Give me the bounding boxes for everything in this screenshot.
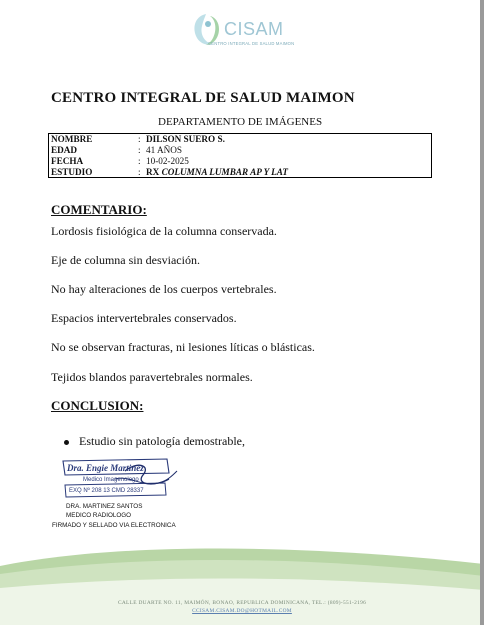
page-edge	[480, 0, 484, 625]
info-separator: :	[138, 167, 141, 177]
info-separator: :	[138, 134, 141, 144]
conclusion-item: Estudio sin patología demostrable,	[79, 434, 245, 448]
cisam-logo	[186, 10, 296, 52]
logo-wordmark: CISAM	[224, 19, 284, 39]
info-label: EDAD	[51, 145, 78, 155]
patient-age-value: 41 AÑOS	[146, 145, 182, 155]
info-label: NOMBRE	[51, 134, 93, 144]
footer-address: CALLE DUARTE NO. 11, MAIMÓN, BONAO, REPUBLICA DOMINICANA, TEL.: (809)-551-2196	[117, 600, 367, 606]
signer-title: MEDICO RADIOLOGO	[66, 512, 132, 519]
study-prefix: RX	[146, 167, 160, 177]
signature-note: FIRMADO Y SELLADO VIA ELECTRONICA	[52, 522, 176, 529]
comment-line: No se observan fracturas, ni lesiones líticas o blásticas.	[51, 340, 315, 354]
stamp-doctor-name: Dra. Engie Martinez	[67, 463, 144, 473]
comment-line: Eje de columna sin desviación.	[51, 253, 200, 267]
stamp-role: Medico Imagenologo	[83, 477, 139, 483]
comment-heading: COMENTARIO:	[51, 202, 147, 217]
stamp-exequatur: EXQ Nº 208 13 CMD 28337	[69, 488, 144, 494]
info-label: ESTUDIO	[51, 167, 93, 177]
department-label: DEPARTAMENTO DE IMÁGENES	[158, 116, 323, 128]
study-date-value: 10-02-2025	[146, 156, 189, 166]
footer-email-link[interactable]: CCISAM.CISAM.DO@HOTMAIL.COM	[192, 608, 292, 614]
study-value	[146, 167, 288, 178]
study-name: COLUMNA LUMBAR AP Y LAT	[161, 167, 289, 177]
comment-line: No hay alteraciones de los cuerpos vertebrales.	[51, 282, 277, 296]
comment-line: Espacios intervertebrales conservados.	[51, 311, 237, 325]
info-label: FECHA	[51, 156, 84, 166]
page-title: CENTRO INTEGRAL DE SALUD MAIMON	[51, 90, 355, 106]
signer-name: DRA. MARTINEZ SANTOS	[66, 503, 143, 510]
patient-name-value: DILSON SUERO S.	[146, 134, 225, 144]
conclusion-heading: CONCLUSION:	[51, 398, 144, 413]
info-separator: :	[138, 156, 141, 166]
logo-subtitle: CENTRO INTEGRAL DE SALUD MAIMON	[208, 41, 295, 46]
patient-info-box	[48, 133, 432, 178]
doctor-stamp	[55, 457, 185, 502]
comment-line: Lordosis fisiológica de la columna conservada.	[51, 224, 277, 238]
bullet-icon	[64, 440, 69, 445]
info-separator: :	[138, 145, 141, 155]
comment-line: Tejidos blandos paravertebrales normales.	[51, 370, 253, 384]
